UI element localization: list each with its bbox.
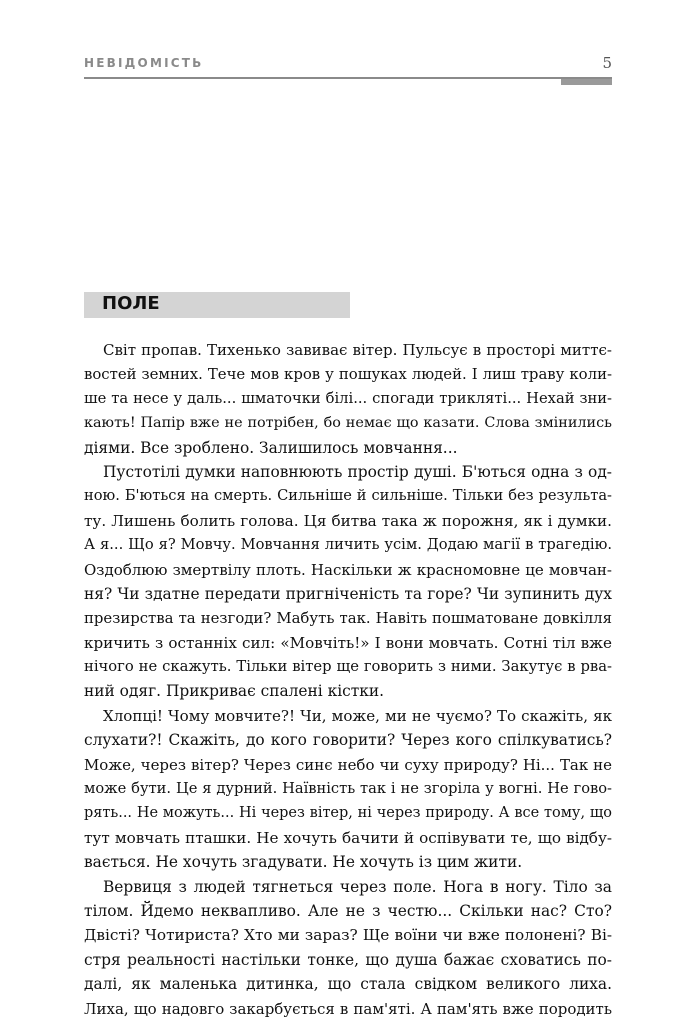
text-line: ний одяг. Прикриває спалені кістки. — [84, 682, 385, 701]
text-line: ня? Чи здатне передати пригніченість та горе? Чи зупинить дух — [84, 584, 612, 603]
running-title: НЕВІДОМІСТЬ — [84, 56, 204, 70]
text-line: Світ пропав. Тихенько завиває вітер. Пульсує в просторі миттє- — [103, 341, 612, 359]
text-line: може бути. Це я дурний. Наївність так і не згоріла у вогні. Не гово- — [84, 780, 612, 798]
text-line: діями. Все зроблено. Залишилось мовчання... — [84, 438, 458, 457]
body-text — [84, 338, 612, 1021]
text-line: Вервиця з людей тягнеться через поле. Нога в ногу. Тіло за — [103, 877, 612, 896]
text-line: Двісті? Чотириста? Хто ми зараз? Ще воїни чи вже полонені? Ві- — [84, 926, 612, 945]
header-rule — [84, 77, 612, 79]
text-line: ною. Б'ються на смерть. Сильніше й сильніше. Тільки без результа- — [84, 487, 612, 505]
page-number: 5 — [602, 54, 612, 72]
text-line: нічого не скажуть. Тільки вітер ще говорить з ними. Закутує в рва- — [84, 658, 612, 676]
text-line: кричить з останніх сил: «Мовчіть!» І вони мовчать. Сотні тіл вже — [84, 633, 612, 652]
text-line: Лиха, що надовго закарбується в пам'яті. А пам'ять вже породить — [84, 999, 612, 1018]
paragraph — [84, 460, 612, 704]
section-heading-bar — [84, 292, 350, 318]
header-rule-accent — [561, 79, 612, 85]
text-line: Може, через вітер? Через синє небо чи суху природу? Ні... Так не — [84, 755, 612, 774]
text-line: ше та несе у даль... шматочки білі... спогади трикляті... Нехай зни- — [84, 389, 612, 407]
text-line: далі, як маленька дитинка, що стала свідком великого лиха. — [84, 975, 612, 994]
paragraph — [84, 338, 612, 460]
text-line: Хлопці! Чому мовчите?! Чи, може, ми не чуємо? То скажіть, як — [103, 706, 612, 725]
text-line: рять... Не можуть... Ні через вітер, ні через природу. А все тому, що — [84, 805, 612, 822]
text-line: слухати?! Скажіть, до кого говорити? Через кого спілкуватись? — [84, 731, 612, 750]
text-line: кають! Папір вже не потрібен, бо немає що казати. Слова змінились — [84, 415, 612, 432]
text-line: А я... Що я? Мовчу. Мовчання личить усім. Додаю магії в трагедію. — [84, 536, 612, 554]
text-line: Оздоблюю змертвілу плоть. Наскільки ж красномовне це мовчан- — [84, 560, 612, 579]
paragraph — [84, 704, 612, 875]
text-line: стря реальності настільки тонке, що душа бажає сховатись по- — [84, 950, 612, 969]
running-header — [84, 54, 612, 74]
section-heading: ПОЛЕ — [102, 293, 160, 314]
text-line: тут мовчать пташки. Не хочуть бачити й оспівувати те, що відбу- — [84, 828, 612, 847]
text-line: презирства та незгоди? Мабуть так. Навіть пошматоване довкілля — [84, 609, 612, 628]
text-line: востей земних. Тече мов кров у пошуках людей. І лиш траву коли- — [84, 365, 612, 384]
text-line: тілом. Йдемо неквапливо. Але не з честю... Скільки нас? Сто? — [84, 901, 612, 920]
paragraph — [84, 875, 612, 1021]
text-line: ту. Лишень болить голова. Ця битва така ж порожня, як і думки. — [84, 511, 612, 530]
text-line: вається. Не хочуть згадувати. Не хочуть із цим жити. — [84, 853, 523, 872]
text-line: Пустотілі думки наповнюють простір душі. Б'ються одна з од- — [103, 462, 612, 481]
